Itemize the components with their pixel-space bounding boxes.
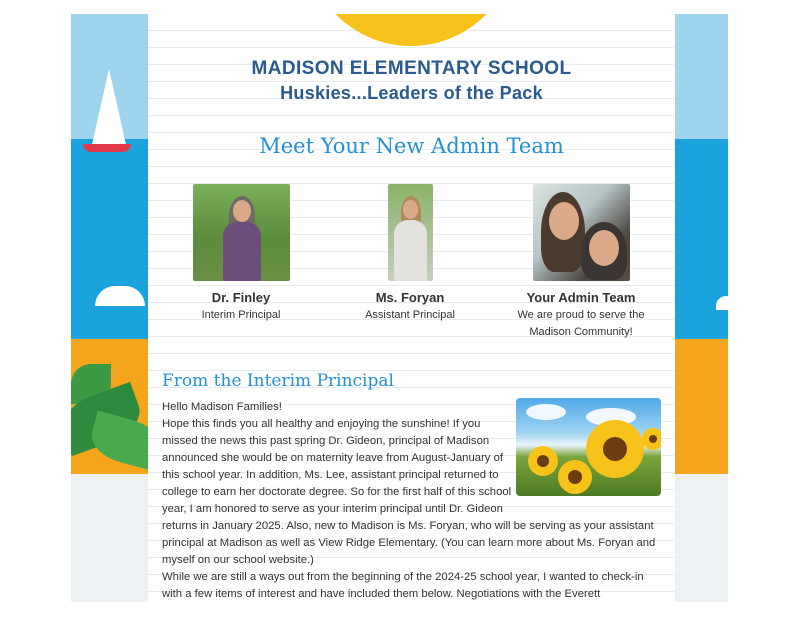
photo-wrap-spacer: [514, 399, 662, 503]
ms-foryan-photo: [388, 184, 433, 281]
letter-paragraph: While we are still a ways out from the beginning of the 2024-25 school year, I wanted to check-in with a few items of interest and have included them below. Negotiations with the Everett: [162, 571, 644, 600]
face-shape: [233, 200, 251, 222]
ms-foryan-role: Assistant Principal: [365, 309, 455, 321]
school-motto: Huskies...Leaders of the Pack: [280, 83, 543, 103]
admin-team-photo: [533, 184, 630, 281]
body-shape: [223, 222, 261, 281]
wave-decoration-right: [716, 296, 728, 310]
dr-finley-photo: [193, 184, 290, 281]
body-shape: [394, 220, 427, 281]
face-shape: [549, 202, 579, 240]
face-shape: [589, 230, 619, 266]
newsletter-viewport: [71, 14, 728, 602]
newsletter-card: [148, 14, 675, 602]
letter-paragraph: Hope this finds you all healthy and enjoying the sunshine! If you missed the news this past spring Dr. Gideon, principal of Madison announced she would be on maternity leave from August-January of this school year. In addition, Ms. Lee, assistant principal returned to college to earn her doctorate degree. So for the first half of this school year, I am honored to serve as your interim principal until Dr. Gideon returns in January 2025. Also, new to Madison is Ms. Foryan, who will be serving as your assistant principal at Madison as well as View Ridge Elementary. (You can learn more about Ms. Foryan and myself on our school website.): [162, 418, 656, 566]
sailboat-hull: [83, 144, 131, 152]
admin-team-caption-line2: Madison Community!: [529, 326, 633, 338]
letter-greeting: Hello Madison Families!: [162, 401, 282, 413]
sailboat-icon: [91, 69, 127, 149]
interim-principal-heading: From the Interim Principal: [162, 371, 394, 391]
dr-finley-name: Dr. Finley: [211, 290, 271, 305]
principal-letter: [162, 399, 662, 602]
admin-team-heading: Meet Your New Admin Team: [259, 134, 564, 158]
ms-foryan-name: Ms. Foryan: [375, 290, 445, 305]
admin-team-name: Your Admin Team: [526, 290, 636, 305]
sun-logo: [306, 14, 516, 46]
admin-team-caption-line1: We are proud to serve the: [517, 309, 645, 321]
dr-finley-role: Interim Principal: [201, 309, 281, 321]
school-name: MADISON ELEMENTARY SCHOOL: [251, 58, 572, 79]
face-shape: [403, 200, 418, 219]
